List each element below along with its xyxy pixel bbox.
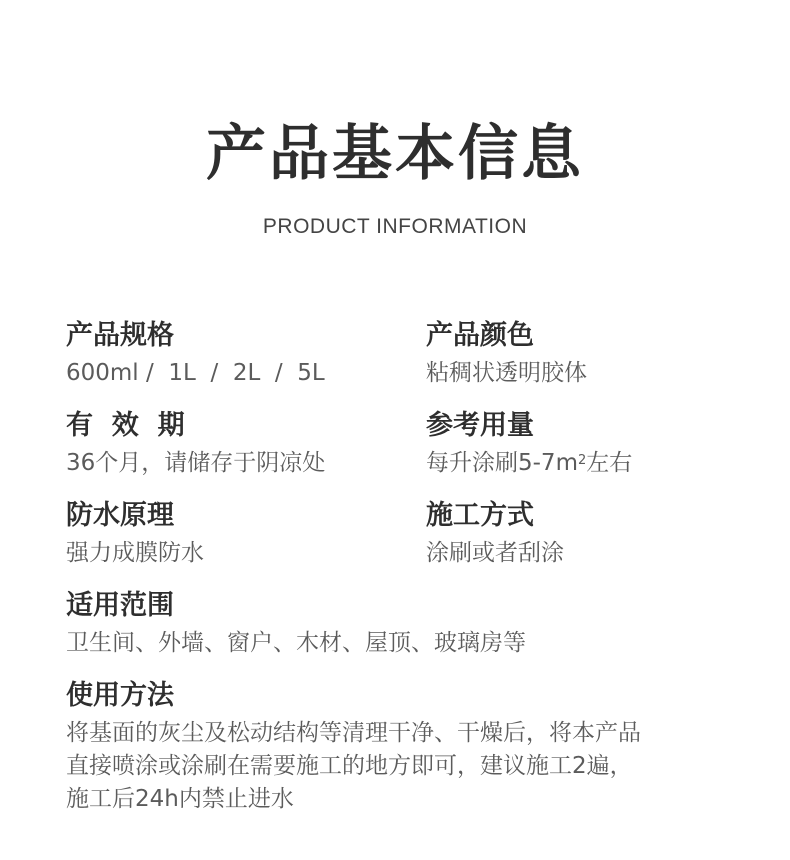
- color-value: 粘稠状透明胶体: [426, 360, 587, 386]
- dosage-label: 参考用量: [426, 410, 534, 441]
- page-title: 产品基本信息: [206, 119, 584, 189]
- field-method: [426, 499, 564, 569]
- usage-label: 使用方法: [66, 680, 174, 711]
- method-value: 涂刷或者刮涂: [426, 540, 564, 566]
- scope-label: 适用范围: [66, 590, 174, 621]
- principle-label: 防水原理: [66, 500, 174, 531]
- dosage-value: [426, 447, 632, 479]
- field-shelf-life: [66, 409, 325, 479]
- method-label: 施工方式: [426, 500, 534, 531]
- field-scope: [66, 589, 526, 659]
- color-label: 产品颜色: [426, 320, 534, 351]
- field-color: [426, 319, 587, 389]
- page-subtitle: PRODUCT INFORMATION: [262, 215, 528, 238]
- shelf-life-label: 有 效 期: [66, 410, 185, 441]
- field-usage: [66, 679, 726, 816]
- field-principle: [66, 499, 204, 569]
- dosage-value-suffix: 左右: [586, 450, 633, 476]
- field-specs: [66, 319, 325, 389]
- scope-value: 卫生间、外墙、窗户、木材、屋顶、玻璃房等: [66, 630, 526, 656]
- principle-value: 强力成膜防水: [66, 540, 204, 566]
- usage-line: 施工后24h内禁止进水: [66, 786, 294, 812]
- specs-value: 600ml / 1L / 2L / 5L: [66, 360, 325, 386]
- usage-line: 直接喷涂或涂刷在需要施工的地方即可，建议施工2遍，: [66, 753, 633, 779]
- dosage-value-superscript: 2: [577, 453, 587, 468]
- usage-value: [66, 717, 726, 816]
- usage-line: 将基面的灰尘及松动结构等清理干净、干燥后，将本产品: [66, 720, 641, 746]
- field-dosage: [426, 409, 632, 479]
- dosage-value-main: 每升涂刷5-7m: [426, 450, 578, 476]
- shelf-life-value: 36个月，请储存于阴凉处: [66, 450, 326, 476]
- specs-label: 产品规格: [66, 320, 174, 351]
